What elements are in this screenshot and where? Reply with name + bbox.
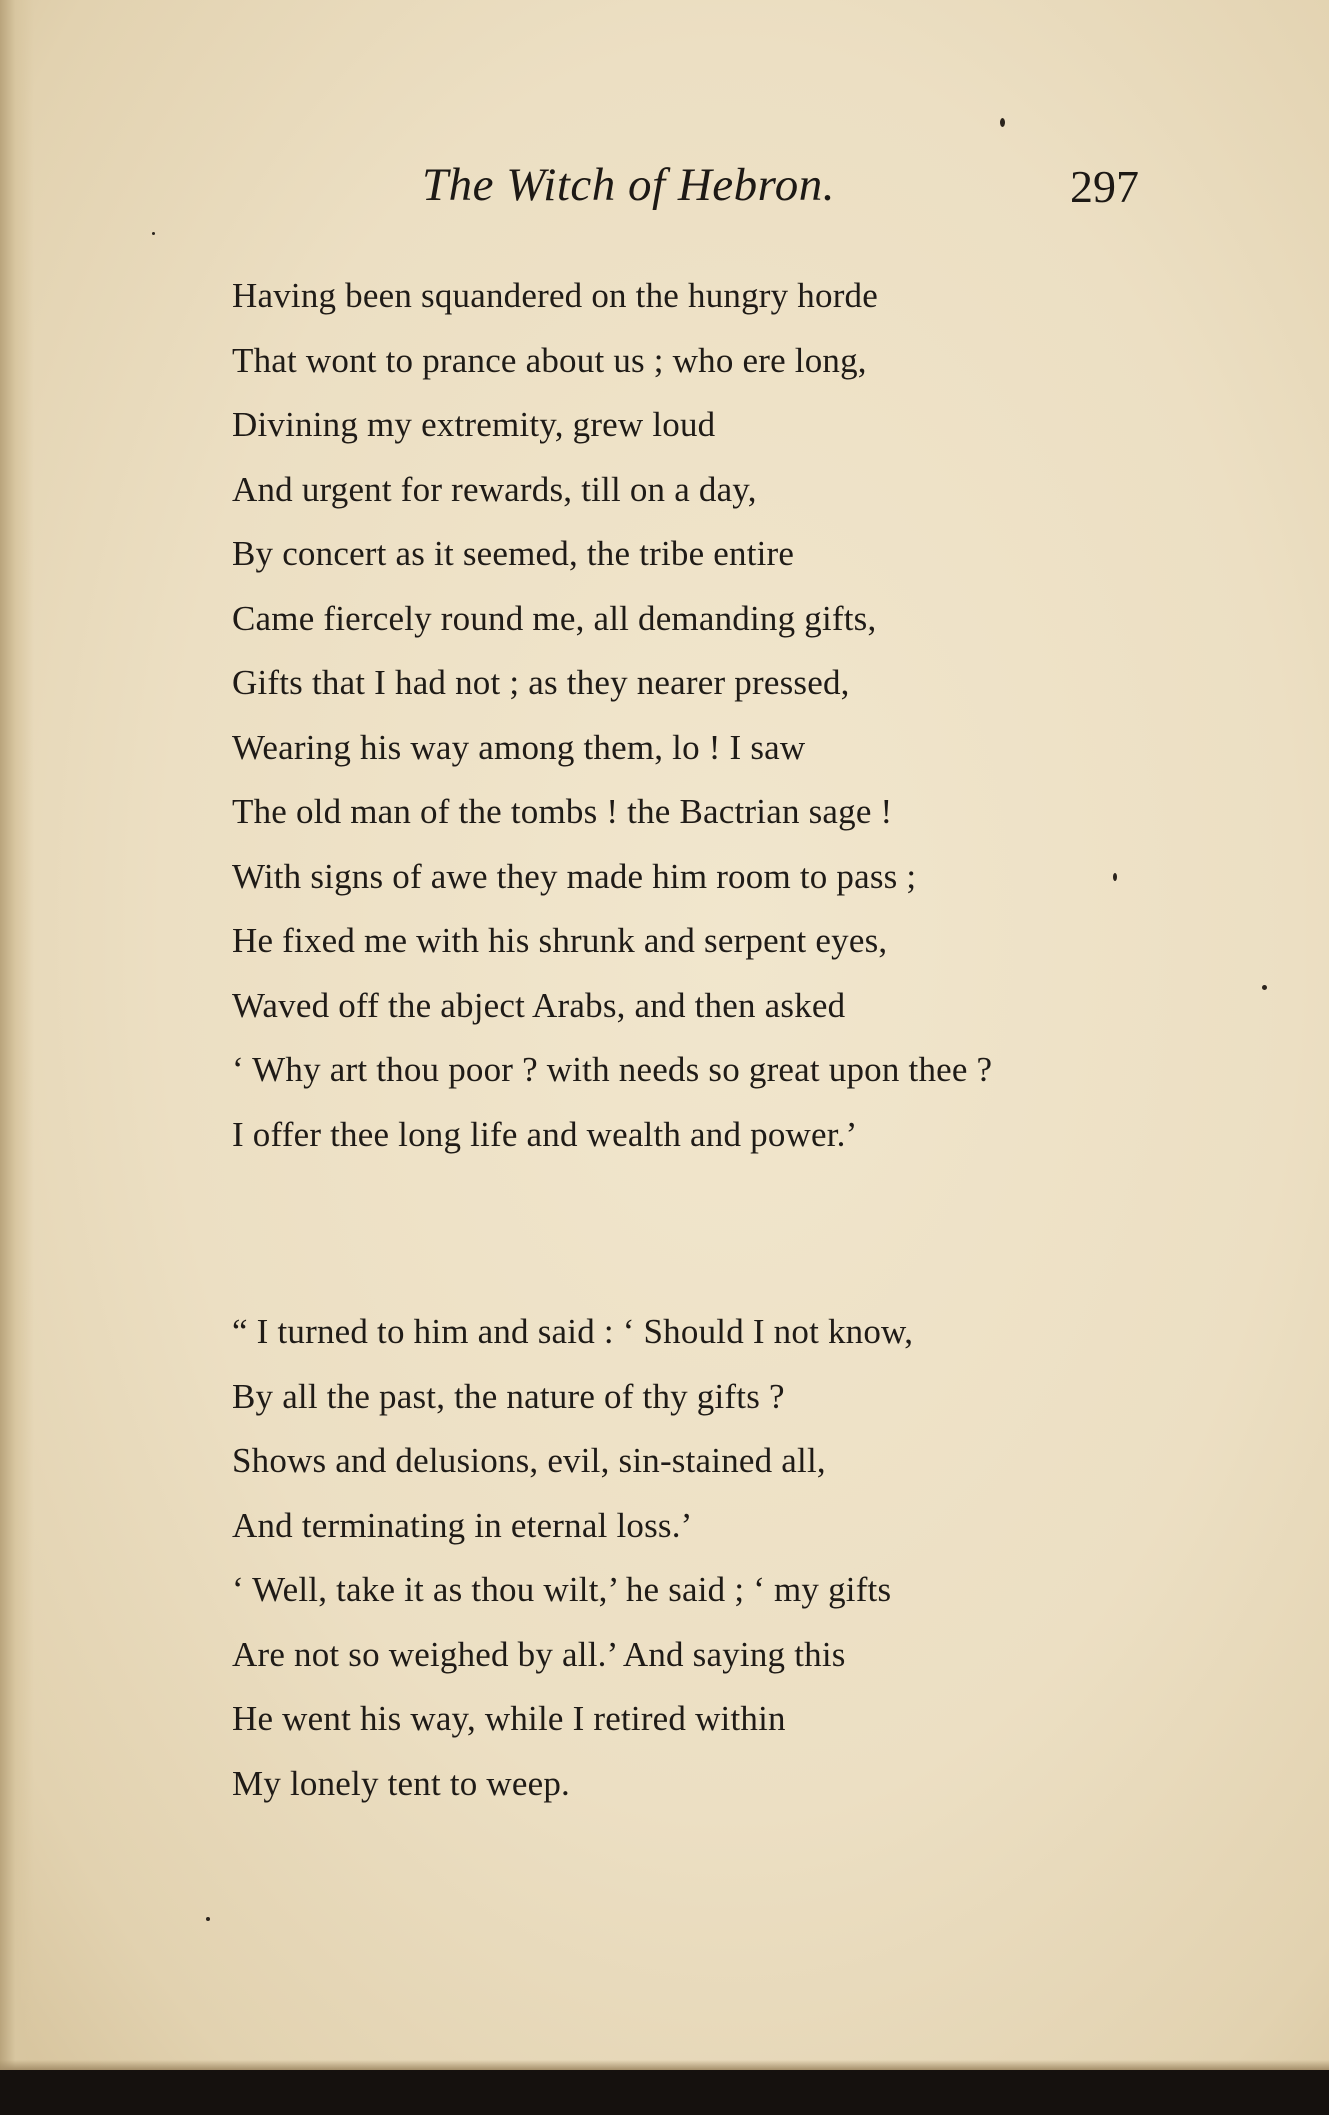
ink-speck xyxy=(152,232,155,235)
verse-line: Waved off the abject Arabs, and then asked xyxy=(232,985,846,1025)
verse-line: Divining my extremity, grew loud xyxy=(232,405,716,444)
ink-speck xyxy=(1000,118,1005,127)
stanza-2 xyxy=(232,1300,1232,1816)
spine-shadow xyxy=(0,0,34,2070)
verse-line: He went his way, while I retired within xyxy=(232,1699,786,1738)
stanza-1 xyxy=(232,264,1232,1167)
verse-line: Gifts that I had not ; as they nearer pressed, xyxy=(232,663,850,702)
verse-line: ‘ Why art thou poor ? with needs so great upon thee ? xyxy=(232,1050,993,1089)
verse-line: Came fiercely round me, all demanding gifts, xyxy=(232,598,877,638)
verse-line: ‘ Well, take it as thou wilt,’ he said ; ‘ my gifts xyxy=(232,1570,892,1609)
ink-speck xyxy=(1262,985,1267,990)
verse-line: He fixed me with his shrunk and serpent eyes, xyxy=(232,921,888,960)
running-title: The Witch of Hebron. xyxy=(422,159,835,211)
verse-line: By concert as it seemed, the tribe entire xyxy=(232,534,795,573)
page-edge-shadow xyxy=(0,2060,1329,2070)
verse-line: With signs of awe they made him room to pass ; xyxy=(232,856,917,896)
scan-background-edge xyxy=(0,2070,1329,2115)
verse-line: Having been squandered on the hungry horde xyxy=(232,276,878,315)
verse-line: Shows and delusions, evil, sin-stained all, xyxy=(232,1441,826,1480)
ink-speck xyxy=(1113,873,1117,881)
verse-line: That wont to prance about us ; who ere long, xyxy=(232,340,867,380)
verse-line: By all the past, the nature of thy gifts ? xyxy=(232,1376,785,1416)
verse-line: And urgent for rewards, till on a day, xyxy=(232,469,757,509)
verse-line: Are not so weighed by all.’ And saying this xyxy=(232,1634,846,1674)
verse-line: My lonely tent to weep. xyxy=(232,1763,571,1803)
verse-line: The old man of the tombs ! the Bactrian sage ! xyxy=(232,792,893,831)
page-header xyxy=(0,158,1329,218)
verse-line: “ I turned to him and said : ‘ Should I not know, xyxy=(232,1312,914,1351)
ink-speck xyxy=(206,1917,210,1921)
page-number: 297 xyxy=(1070,161,1139,212)
verse-line: I offer thee long life and wealth and power.’ xyxy=(232,1114,858,1154)
verse-line: And terminating in eternal loss.’ xyxy=(232,1505,693,1545)
verse-line: Wearing his way among them, lo ! I saw xyxy=(232,727,806,767)
